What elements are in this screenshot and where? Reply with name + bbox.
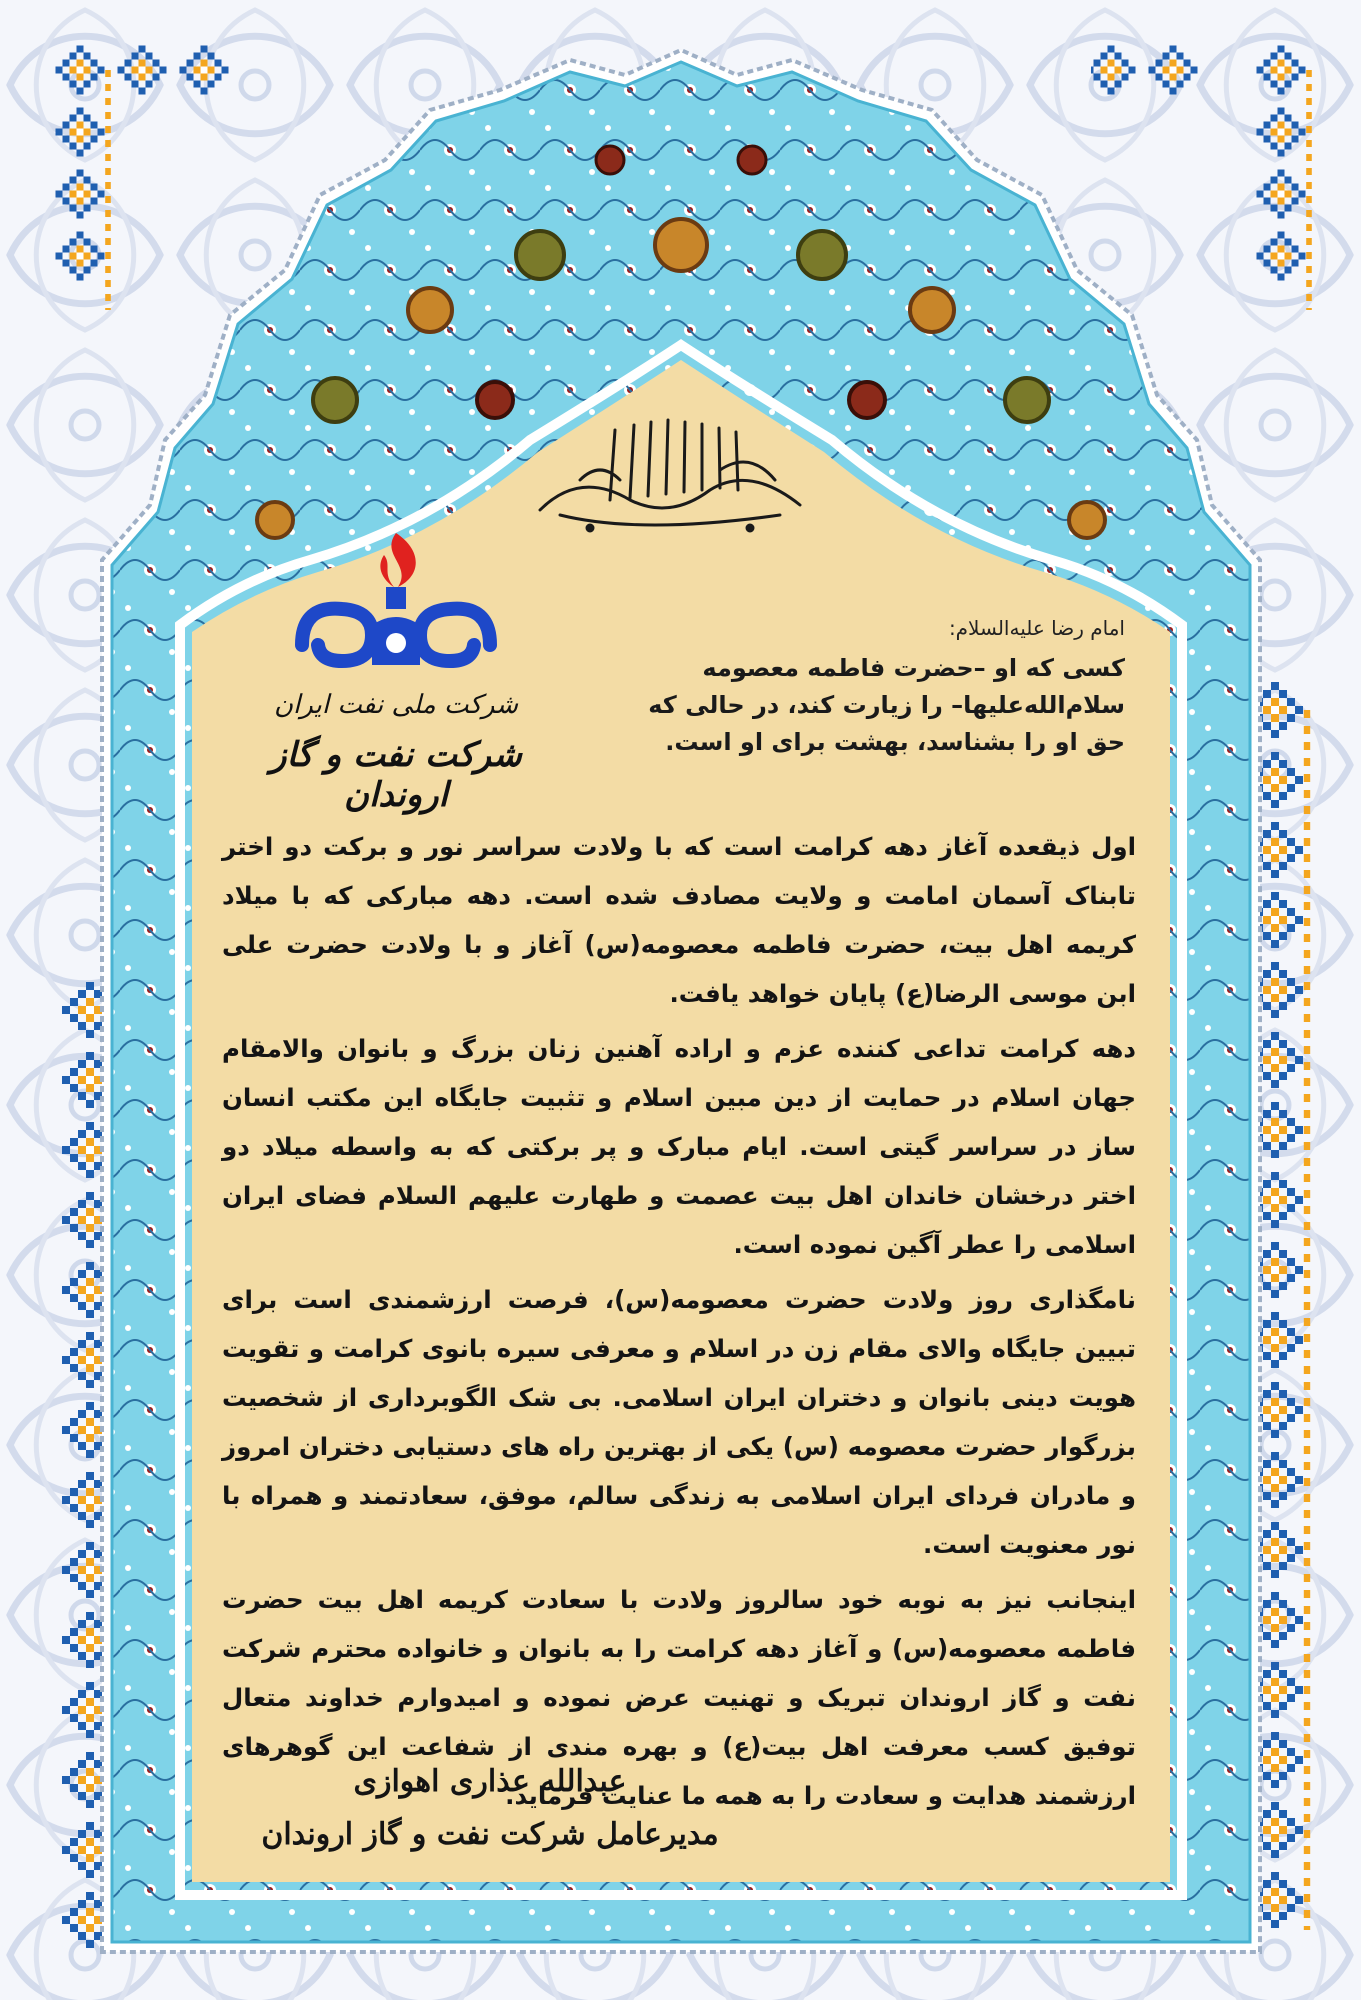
hadith-block — [610, 612, 1125, 761]
body-paragraph-3: نامگذاری روز ولادت حضرت معصومه(س)، فرصت ارزشمندی است برای تبیین جایگاه والای مقام زن در اسلام و معرفی سیره بانوی کرامت و تقویت هویت دینی بانوان و دختران ایران اسلامی. بی شک الگوبرداری از شخصیت بزرگوار حضرت معصومه (س) یکی از بهترین راه های دستیابی دختران امروز و مادران فردای ایران اسلامی به زندگی سالم، موفق، سعادتمند و همراه با نور معنویت است. — [222, 1285, 1136, 1559]
signature-block — [240, 1755, 740, 1861]
logo-caption-nioc: شرکت ملی نفت ایران — [273, 690, 519, 720]
body-paragraph-4: اینجانب نیز به نوبه خود سالروز ولادت با سعادت کریمه اهل بیت حضرت فاطمه معصومه(س) و آغاز دهه کرامت را به بانوان و خانواده محترم شرکت نفت و گاز اروندان تبریک و تهنیت عرض نموده و امیدوارم خداوند متعال توفیق کسب معرفت اهل بیت(ع) و بهره مندی از شفاعت این گوهرهای ارزشمند هدایت و سعادت را به همه ما عنایت فرماید. — [222, 1585, 1136, 1810]
hadith-text: کسی که او –حضرت فاطمه معصومه سلام‌الله‌علیها– را زیارت کند، در حالی که حق او را بشناسد، بهشت برای او است. — [648, 654, 1125, 756]
body-paragraph-2: دهه کرامت تداعی کننده عزم و اراده آهنین زنان بزرگ و بانوان والامقام جهان اسلام در حمایت از دین مبین اسلام و تثبیت جایگاه این مکتب انسان ساز در سراسر گیتی است. ایام مبارک و پر برکتی که به واسطه میلاد دو اختر درخشان خاندان اهل بیت عصمت و طهارت علیهم السلام فضای ایران اسلامی را عطر آگین نموده است. — [222, 1034, 1136, 1259]
logo-caption-arvandan: شرکت نفت و گاز اروندان — [270, 735, 522, 815]
body-paragraph-1: اول ذیقعده آغاز دهه کرامت است که با ولادت سراسر نور و برکت دو اختر تابناک آسمان امامت و ولایت مصادف شده است. دهه مبارکی که با میلاد کریمه اهل بیت، حضرت فاطمه معصومه(س) آغاز و با ولادت حضرت علی ابن موسی الرضا(ع) پایان خواهد یافت. — [222, 832, 1136, 1008]
signatory-title: مدیرعامل شرکت نفت و گاز اروندان — [261, 1817, 719, 1852]
hadith-attribution: امام رضا علیه‌السلام: — [948, 616, 1125, 640]
letter-body — [222, 822, 1136, 1826]
signatory-name: عبدالله عذاری اهوازی — [353, 1764, 627, 1799]
